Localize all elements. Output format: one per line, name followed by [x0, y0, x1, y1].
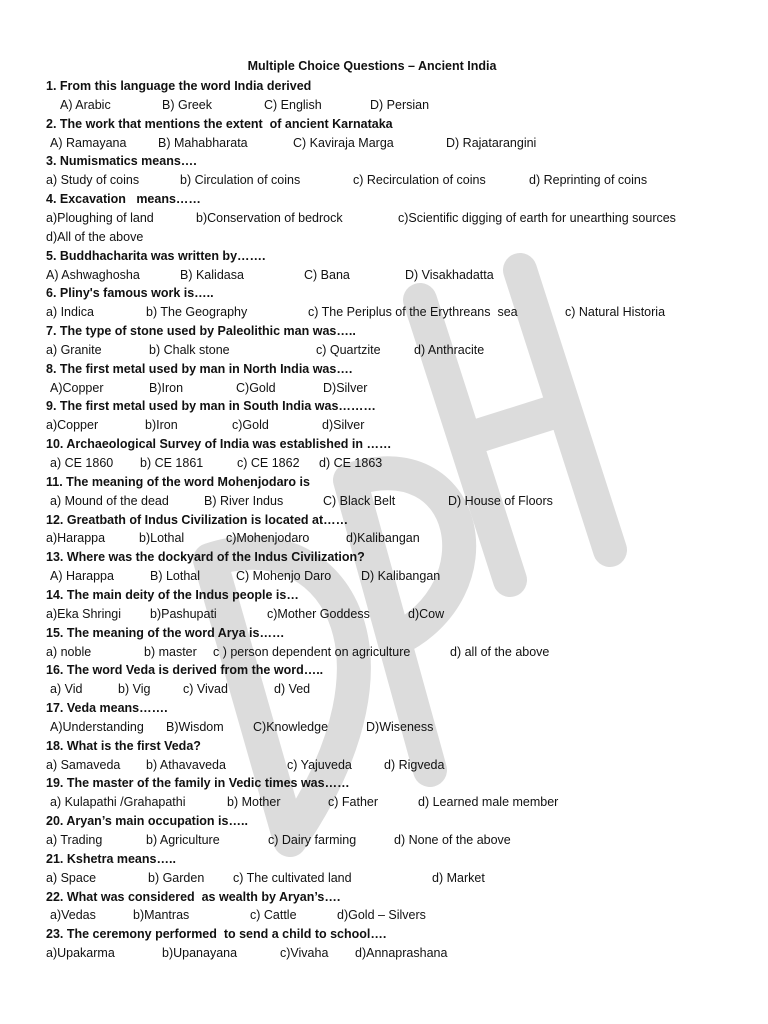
option-5-4: D) Visakhadatta: [405, 267, 494, 282]
option-22-4: d)Gold – Silvers: [337, 908, 426, 923]
option-15-1: a) noble: [46, 644, 92, 659]
option-17-1: A)Understanding: [50, 719, 144, 734]
options-row-20: [46, 832, 746, 848]
option-6-2: b) The Geography: [146, 305, 248, 320]
options-row-14: [46, 606, 746, 622]
question-text: 22. What was considered as wealth by Aryan’s….: [46, 889, 341, 904]
option-1-3: C) English: [264, 97, 322, 112]
options-row-4: [46, 210, 746, 226]
option-22-2: b)Mantras: [133, 908, 190, 923]
option-21-2: b) Garden: [148, 870, 205, 885]
option-18-1: a) Samaveda: [46, 757, 121, 772]
question-text: 12. Greatbath of Indus Civilization is located at……: [46, 512, 349, 527]
options-row-17: [46, 719, 746, 735]
option-23-4: d)Annaprashana: [355, 946, 448, 961]
option-16-4: d) Ved: [274, 682, 311, 697]
option-23-1: a)Upakarma: [46, 946, 115, 961]
options-row-2: [46, 135, 746, 151]
options-row-12: [46, 530, 746, 546]
question-5: [46, 248, 266, 264]
options-row-1: [46, 97, 746, 113]
page-title: Multiple Choice Questions – Ancient India: [247, 59, 497, 73]
option-22-3: c) Cattle: [250, 908, 297, 923]
options-row-9: [46, 417, 746, 433]
option-14-4: d)Cow: [408, 606, 445, 621]
option-6-4: c) Natural Historia: [565, 305, 666, 320]
options-row-6: [46, 304, 746, 320]
option-23-2: b)Upanayana: [162, 946, 238, 961]
option-11-4: D) House of Floors: [448, 493, 553, 508]
option-20-3: c) Dairy farming: [268, 833, 357, 847]
question-6: [46, 285, 214, 301]
options-row-23: [46, 945, 746, 961]
option-20-2: b) Agriculture: [146, 833, 220, 847]
question-13: [46, 549, 365, 565]
question-11: [46, 474, 310, 490]
question-text: 1. From this language the word India derived: [46, 79, 312, 93]
question-4: [46, 191, 201, 207]
option-6-1: a) Indica: [46, 305, 94, 320]
option-14-2: b)Pashupati: [150, 606, 217, 621]
option-15-3: c ) person dependent on agriculture: [213, 644, 411, 659]
option-1-2: B) Greek: [162, 97, 213, 112]
option-18-3: c) Yajuveda: [287, 757, 352, 772]
option-7-4: d) Anthracite: [414, 342, 485, 357]
option-3-1: a) Study of coins: [46, 173, 140, 188]
question-10: [46, 436, 391, 452]
option-12-4: d)Kalibangan: [346, 531, 420, 546]
question-9: [46, 398, 376, 414]
option-10-4: d) CE 1863: [319, 456, 383, 470]
option-20-1: a) Trading: [46, 833, 103, 847]
option-19-3: c) Father: [328, 795, 379, 810]
option-21-4: d) Market: [432, 870, 485, 885]
question-8: [46, 361, 352, 377]
options-row-21: [46, 870, 746, 886]
option-19-2: b) Mother: [227, 795, 281, 810]
options-row-16: [46, 681, 746, 697]
option-14-3: c)Mother Goddess: [267, 606, 370, 621]
question-20: [46, 813, 248, 829]
option-11-3: C) Black Belt: [323, 493, 396, 508]
option-4-2: b)Conservation of bedrock: [196, 210, 343, 225]
question-text: 16. The word Veda is derived from the word…..: [46, 663, 324, 678]
option-2-2: B) Mahabharata: [158, 135, 248, 150]
option-21-3: c) The cultivated land: [233, 870, 352, 885]
option-3-4: d) Reprinting of coins: [529, 173, 648, 188]
question-text: 18. What is the first Veda?: [46, 738, 201, 753]
question-19: [46, 775, 350, 791]
option-8-2: B)Iron: [149, 380, 184, 395]
option-19-1: a) Kulapathi /Grahapathi: [50, 795, 186, 810]
question-text: 19. The master of the family in Vedic times was……: [46, 776, 350, 791]
options-row-5: [46, 267, 746, 283]
option-22-1: a)Vedas: [50, 908, 96, 923]
options-row-10: [46, 455, 746, 471]
question-17: [46, 700, 168, 716]
option-4-1: a)Ploughing of land: [46, 210, 154, 225]
option-11-1: a) Mound of the dead: [50, 493, 169, 508]
option-16-2: b) Vig: [118, 682, 151, 697]
question-16: [46, 662, 323, 678]
question-text: 4. Excavation means……: [46, 192, 201, 207]
question-text: 21. Kshetra means…..: [46, 851, 176, 866]
option-12-3: c)Mohenjodaro: [226, 531, 310, 546]
option-4-extra-1: d)All of the above: [46, 229, 144, 244]
question-text: 9. The first metal used by man in South India was………: [46, 399, 376, 414]
question-23: [46, 926, 386, 942]
option-13-2: B) Lothal: [150, 569, 201, 584]
option-23-3: c)Vivaha: [280, 946, 329, 961]
option-11-2: B) River Indus: [204, 493, 284, 508]
option-8-1: A)Copper: [50, 380, 104, 395]
option-7-1: a) Granite: [46, 342, 102, 357]
option-12-2: b)Lothal: [139, 531, 185, 546]
option-1-4: D) Persian: [370, 97, 430, 112]
question-text: 20. Aryan’s main occupation is…..: [46, 814, 248, 829]
option-18-2: b) Athavaveda: [146, 757, 226, 772]
question-text: 8. The first metal used by man in North India was….: [46, 361, 353, 376]
question-7: [46, 323, 356, 339]
option-17-4: D)Wiseness: [366, 719, 434, 734]
option-20-4: d) None of the above: [394, 833, 511, 847]
option-9-2: b)Iron: [145, 418, 178, 433]
question-3: [46, 153, 197, 169]
option-14-1: a)Eka Shringi: [46, 606, 122, 621]
option-4-3: c)Scientific digging of earth for unearthing sources: [398, 210, 676, 225]
question-1: [46, 78, 311, 94]
option-3-2: b) Circulation of coins: [180, 173, 301, 188]
question-22: [46, 889, 340, 905]
option-12-1: a)Harappa: [46, 531, 106, 546]
question-text: 5. Buddhacharita was written by…….: [46, 248, 266, 263]
question-text: 3. Numismatics means….: [46, 154, 197, 169]
options-row-3: [46, 172, 746, 188]
options-row-4-b: [46, 229, 746, 245]
option-9-4: d)Silver: [322, 418, 365, 433]
options-row-11: [46, 493, 746, 509]
options-row-19: [46, 794, 746, 810]
option-21-1: a) Space: [46, 870, 97, 885]
option-10-1: a) CE 1860: [50, 456, 114, 470]
option-2-4: D) Rajatarangini: [446, 135, 537, 150]
option-16-1: a) Vid: [50, 682, 83, 697]
question-text: 10. Archaeological Survey of India was established in ……: [46, 437, 392, 452]
option-16-3: c) Vivad: [183, 682, 228, 697]
option-2-3: C) Kaviraja Marga: [293, 135, 394, 150]
option-7-3: c) Quartzite: [316, 342, 381, 357]
option-8-3: C)Gold: [236, 380, 276, 395]
question-text: 7. The type of stone used by Paleolithic man was…..: [46, 324, 356, 339]
question-text: 13. Where was the dockyard of the Indus Civilization?: [46, 550, 365, 565]
option-17-3: C)Knowledge: [253, 719, 329, 734]
option-19-4: d) Learned male member: [418, 795, 559, 810]
option-10-3: c) CE 1862: [237, 456, 300, 470]
options-row-7: [46, 342, 746, 358]
option-9-3: c)Gold: [232, 418, 269, 433]
option-5-1: A) Ashwaghosha: [46, 267, 140, 282]
options-row-13: [46, 568, 746, 584]
options-row-22: [46, 907, 746, 923]
option-1-1: A) Arabic: [60, 97, 111, 112]
question-text: 6. Pliny's famous work is…..: [46, 286, 214, 301]
question-15: [46, 625, 284, 641]
options-row-8: [46, 380, 746, 396]
question-text: 15. The meaning of the word Arya is……: [46, 625, 285, 640]
option-18-4: d) Rigveda: [384, 757, 445, 772]
option-15-4: d) all of the above: [450, 644, 550, 659]
option-3-3: c) Recirculation of coins: [353, 173, 486, 188]
option-8-4: D)Silver: [323, 380, 368, 395]
options-row-18: [46, 757, 746, 773]
option-6-3: c) The Periplus of the Erythreans sea: [308, 305, 518, 320]
option-13-3: C) Mohenjo Daro: [236, 569, 332, 584]
option-15-2: b) master: [144, 644, 197, 659]
question-text: 2. The work that mentions the extent of ancient Karnataka: [46, 116, 393, 131]
question-text: 23. The ceremony performed to send a child to school….: [46, 927, 387, 942]
option-9-1: a)Copper: [46, 418, 99, 433]
question-12: [46, 512, 348, 528]
option-13-1: A) Harappa: [50, 569, 114, 584]
option-7-2: b) Chalk stone: [149, 342, 230, 357]
question-text: 14. The main deity of the Indus people is…: [46, 587, 299, 602]
question-text: 17. Veda means…….: [46, 701, 168, 716]
option-2-1: A) Ramayana: [50, 135, 127, 150]
option-13-4: D) Kalibangan: [361, 569, 441, 584]
option-17-2: B)Wisdom: [166, 719, 224, 734]
question-18: [46, 738, 201, 754]
question-14: [46, 587, 299, 603]
question-2: [46, 116, 393, 132]
options-row-15: [46, 644, 746, 660]
question-21: [46, 851, 176, 867]
question-text: 11. The meaning of the word Mohenjodaro is: [46, 474, 310, 489]
option-10-2: b) CE 1861: [140, 456, 204, 470]
option-5-3: C) Bana: [304, 267, 350, 282]
option-5-2: B) Kalidasa: [180, 267, 244, 282]
